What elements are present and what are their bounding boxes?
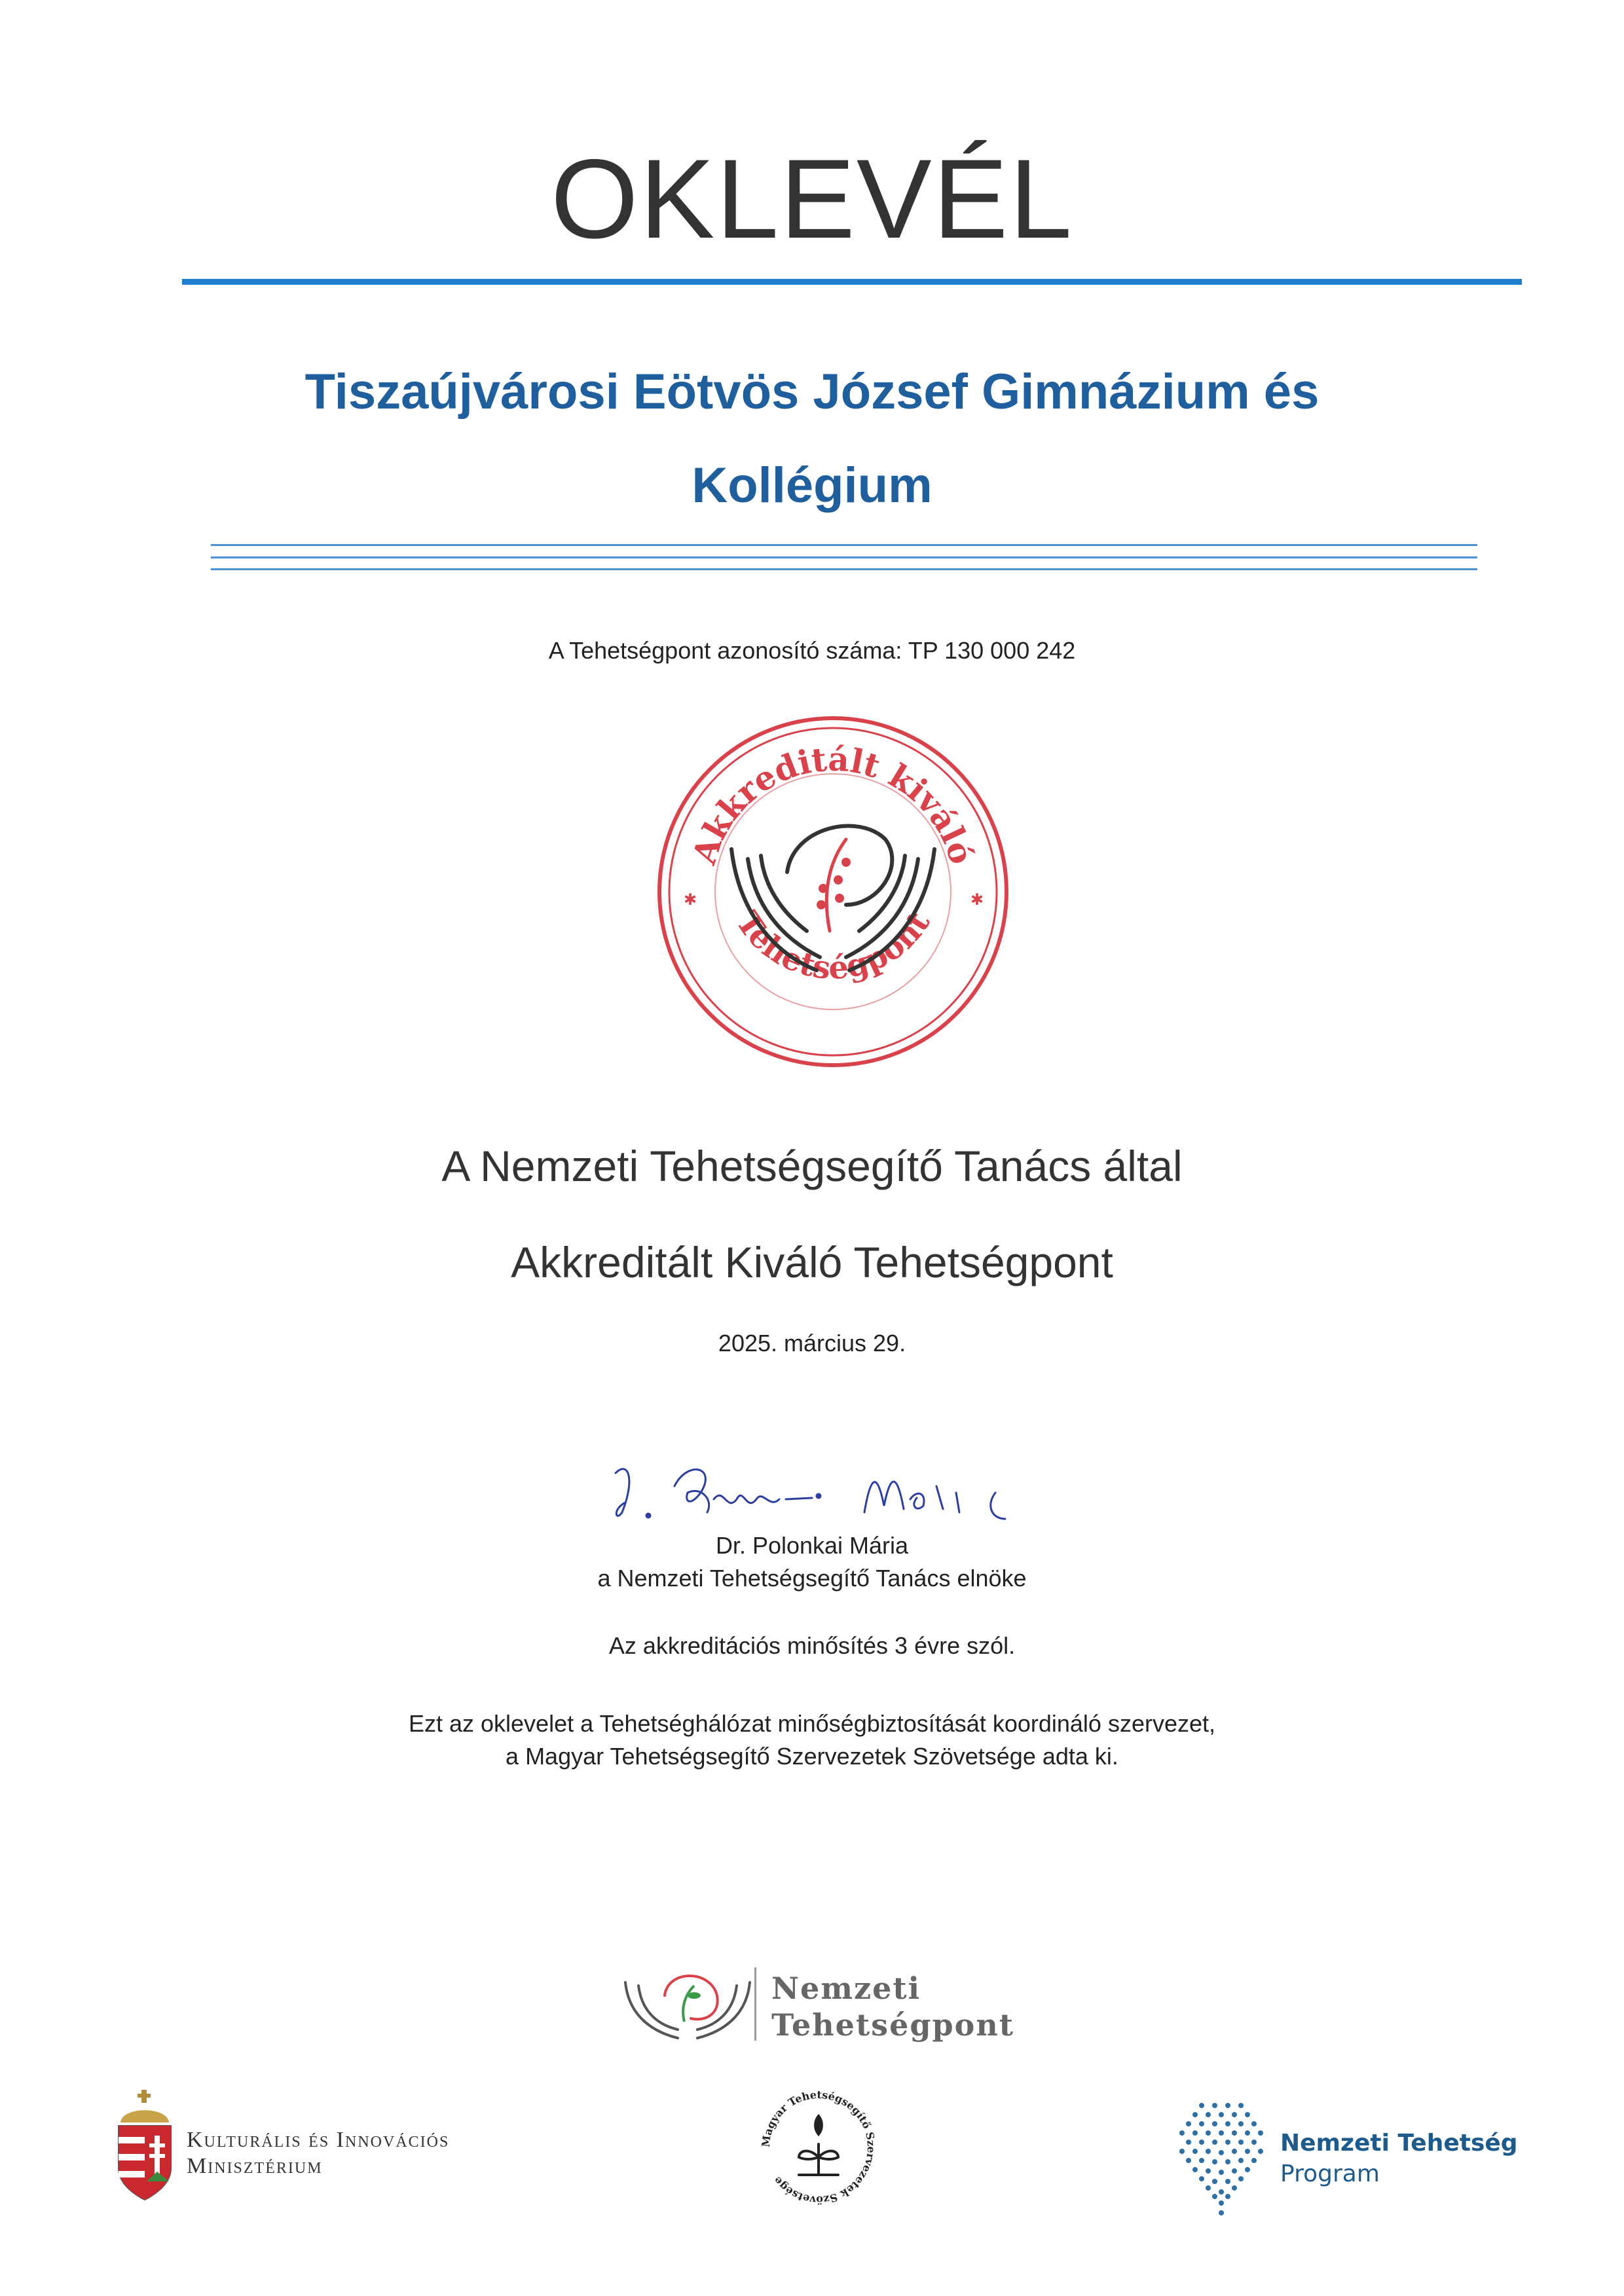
signatory-role: a Nemzeti Tehetségsegítő Tanács elnöke bbox=[597, 1565, 1027, 1592]
school-name-line1: Tiszaújvárosi Eötvös József Gimnázium és bbox=[304, 364, 1320, 420]
nt-logo-line2: Tehetségpont bbox=[771, 2007, 1015, 2043]
logo-divider bbox=[754, 1967, 756, 2041]
seal-bottom-text: Tehetségpont bbox=[728, 905, 938, 987]
hungarian-coat-of-arms-icon bbox=[115, 2090, 174, 2201]
handwritten-signature bbox=[602, 1447, 1035, 1539]
divider-line bbox=[211, 544, 1477, 546]
nt-logo-line1: Nemzeti bbox=[771, 1971, 921, 2006]
title-divider bbox=[182, 279, 1522, 285]
signatory-name: Dr. Polonkai Mária bbox=[715, 1532, 909, 1559]
seedling-icon bbox=[799, 2116, 838, 2175]
star-icon: ✱ bbox=[684, 891, 697, 909]
award-title: Akkreditált Kiváló Tehetségpont bbox=[511, 1238, 1113, 1286]
talent-point-id: A Tehetségpont azonosító száma: TP 130 000 242 bbox=[548, 637, 1076, 664]
document-title: OKLEVÉL bbox=[551, 136, 1073, 262]
ministry-name-line2: Minisztérium bbox=[187, 2154, 323, 2178]
issuer-line1: Ezt az oklevelet a Tehetséghálózat minőségbiztosítását koordináló szervezet, bbox=[408, 1710, 1216, 1737]
school-name-line2: Kollégium bbox=[692, 458, 932, 513]
mtsz-seal-logo bbox=[753, 2082, 884, 2213]
validity-note: Az akkreditációs minősítés 3 évre szól. bbox=[608, 1632, 1016, 1659]
awarded-by-line: A Nemzeti Tehetségsegítő Tanács által bbox=[441, 1142, 1183, 1190]
ntp-name-line2: Program bbox=[1280, 2160, 1380, 2187]
nemzeti-tehetsegpont-logo-icon bbox=[612, 1956, 763, 2048]
seal-top-text: Akkreditált kiváló bbox=[684, 739, 982, 869]
award-date: 2025. március 29. bbox=[718, 1330, 906, 1357]
star-icon: ✱ bbox=[970, 891, 984, 909]
nemzeti-tehetseg-program-logo-icon bbox=[1172, 2102, 1270, 2216]
accreditation-seal bbox=[650, 708, 1016, 1075]
mtsz-seal-text: Magyar Tehetségsegítő Szervezetek Szövetsége bbox=[759, 2088, 878, 2207]
divider-line bbox=[211, 556, 1477, 558]
ministry-name-line1: Kulturális és Innovációs bbox=[187, 2128, 450, 2152]
ntp-name-line1: Nemzeti Tehetség bbox=[1280, 2130, 1518, 2157]
divider-line bbox=[211, 568, 1477, 570]
issuer-line2: a Magyar Tehetségsegítő Szervezetek Szövetsége adta ki. bbox=[506, 1743, 1118, 1770]
